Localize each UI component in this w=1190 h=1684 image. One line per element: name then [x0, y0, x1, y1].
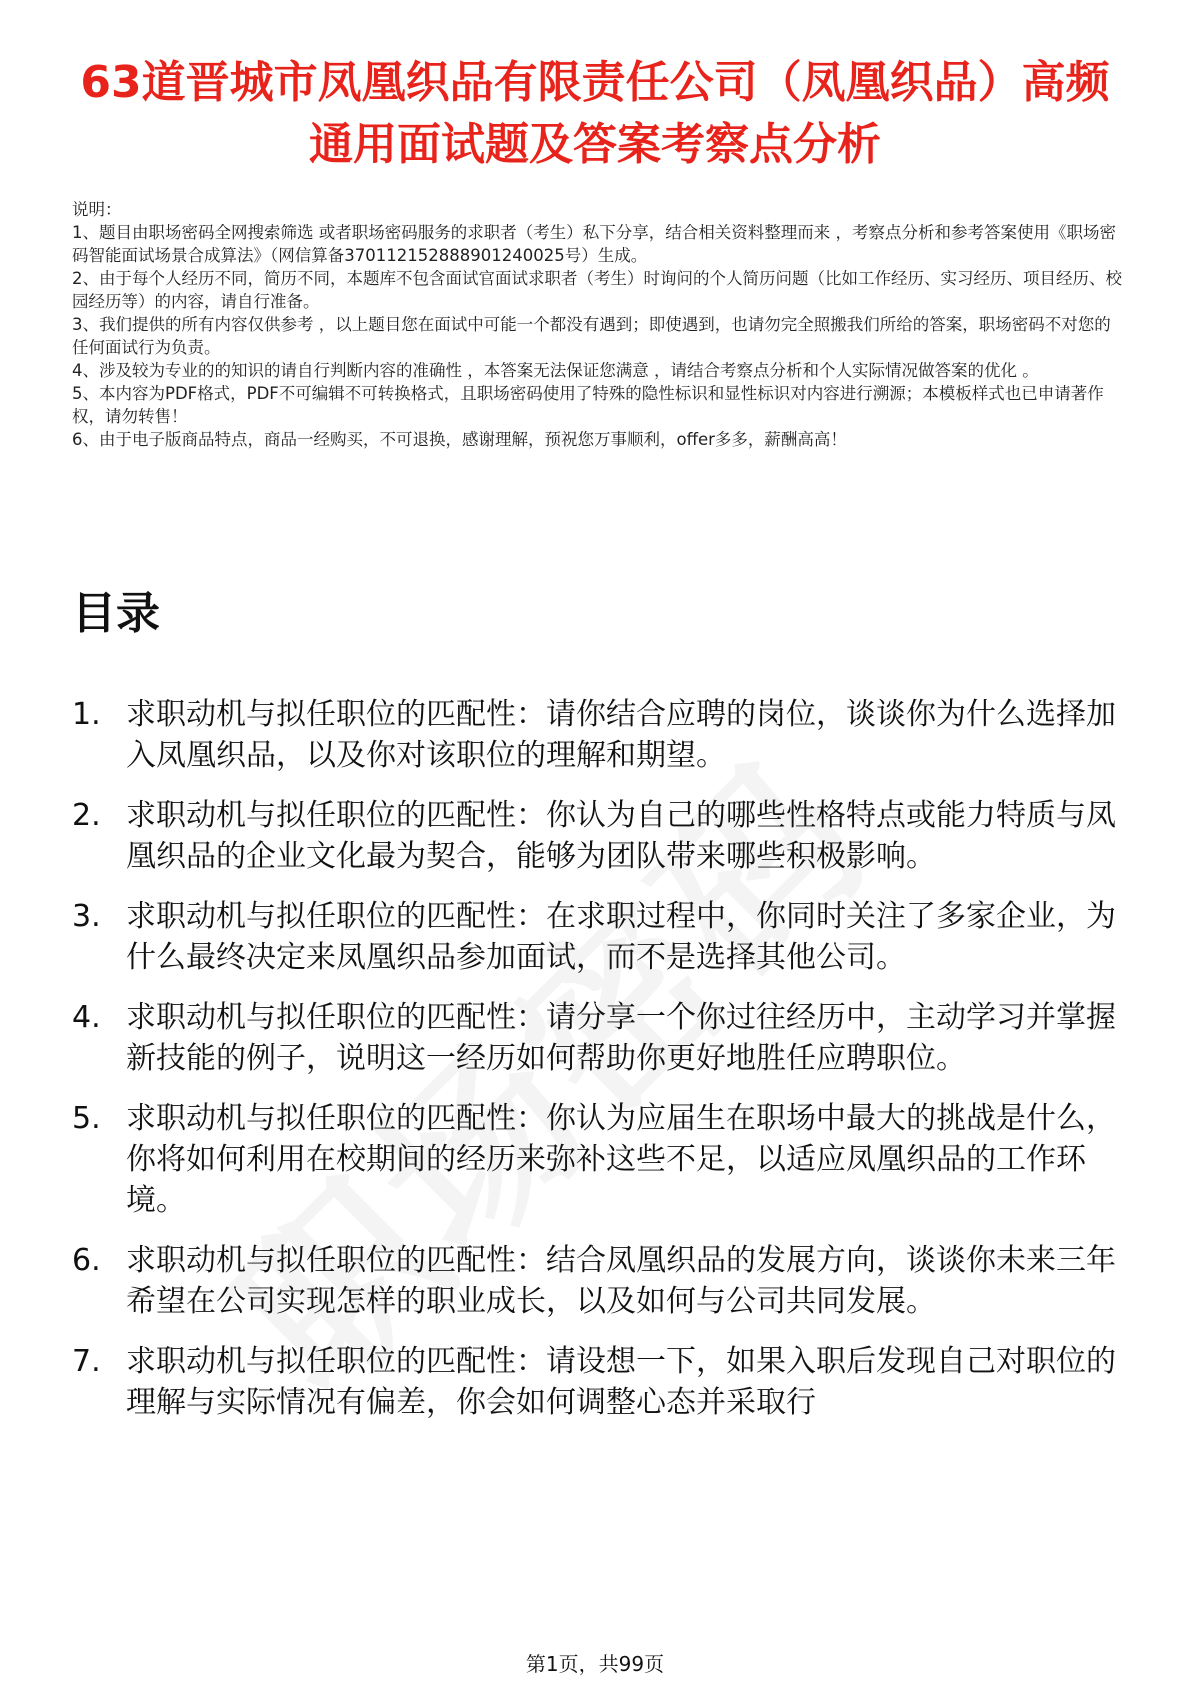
- toc-heading: 目录: [72, 588, 160, 639]
- page-footer: 第1页，共99页: [525, 1652, 665, 1676]
- toc-item-number: 4.: [72, 1000, 101, 1035]
- toc-item-text: 求职动机与拟任职位的匹配性：请分享一个你过往经历中，主动学习并掌握新技能的例子，说明这一经历如何帮助你更好地胜任应聘职位。: [126, 1000, 1116, 1076]
- note-item-2: 2、由于每个人经历不同，简历不同，本题库不包含面试官面试求职者（考生）时询问的个人简历问题（比如工作经历、实习经历、项目经历、校园经历等）的内容，请自行准备。: [72, 269, 1122, 311]
- toc-item-number: 3.: [72, 899, 101, 934]
- note-item-1: 1、题目由职场密码全网搜索筛选 或者职场密码服务的求职者（考生）私下分享，结合相关资料整理而来 ，考察点分析和参考答案使用《职场密码智能面试场景合成算法》（网信算备370112152888901240025号）生成。: [72, 223, 1116, 265]
- toc-item-text: 求职动机与拟任职位的匹配性：结合凤凰织品的发展方向，谈谈你未来三年希望在公司实现怎样的职业成长，以及如何与公司共同发展。: [126, 1243, 1116, 1319]
- toc-item-number: 7.: [72, 1344, 101, 1379]
- document-title: 63道晋城市凤凰织品有限责任公司（凤凰织品）高频通用面试题及答案考察点分析: [80, 57, 1110, 170]
- toc-item-number: 6.: [72, 1243, 101, 1278]
- toc-item-text: 求职动机与拟任职位的匹配性：请你结合应聘的岗位，谈谈你为什么选择加入凤凰织品，以及你对该职位的理解和期望。: [126, 697, 1116, 773]
- toc-item-7[interactable]: [72, 1341, 1122, 1423]
- toc-item-text: 求职动机与拟任职位的匹配性：请设想一下，如果入职后发现自己对职位的理解与实际情况有偏差，你会如何调整心态并采取行: [126, 1344, 1116, 1420]
- toc-item-text: 求职动机与拟任职位的匹配性：你认为应届生在职场中最大的挑战是什么，你将如何利用在校期间的经历来弥补这些不足，以适应凤凰织品的工作环境。: [126, 1101, 1116, 1218]
- toc-item-text: 求职动机与拟任职位的匹配性：在求职过程中，你同时关注了多家企业，为什么最终决定来凤凰织品参加面试，而不是选择其他公司。: [126, 899, 1116, 975]
- note-item-4: 4、涉及较为专业的的知识的请自行判断内容的准确性 ，本答案无法保证您满意 ，请结合考察点分析和个人实际情况做答案的优化 。: [72, 361, 1039, 380]
- disclaimer-notes: [72, 198, 1122, 451]
- toc-item-6[interactable]: [72, 1240, 1122, 1322]
- toc-item-number: 1.: [72, 697, 101, 732]
- note-item-6: 6、由于电子版商品特点，商品一经购买，不可退换，感谢理解，预祝您万事顺利，offer多多，薪酬高高！: [72, 430, 847, 449]
- toc-list: [72, 694, 1122, 1442]
- toc-item-3[interactable]: [72, 896, 1122, 978]
- note-item-5: 5、本内容为PDF格式，PDF不可编辑不可转换格式，且职场密码使用了特殊的隐性标识和显性标识对内容进行溯源；本模板样式也已申请著作权，请勿转售！: [72, 384, 1104, 426]
- notes-heading: 说明：: [72, 200, 122, 219]
- toc-item-number: 5.: [72, 1101, 101, 1136]
- toc-item-2[interactable]: [72, 795, 1122, 877]
- toc-item-text: 求职动机与拟任职位的匹配性：你认为自己的哪些性格特点或能力特质与凤凰织品的企业文化最为契合，能够为团队带来哪些积极影响。: [126, 798, 1116, 874]
- toc-item-5[interactable]: [72, 1098, 1122, 1221]
- toc-item-4[interactable]: [72, 997, 1122, 1079]
- toc-item-1[interactable]: [72, 694, 1122, 776]
- toc-item-number: 2.: [72, 798, 101, 833]
- note-item-3: 3、我们提供的所有内容仅供参考 ，以上题目您在面试中可能一个都没有遇到；即使遇到，也请勿完全照搬我们所给的答案，职场密码不对您的任何面试行为负责。: [72, 315, 1111, 357]
